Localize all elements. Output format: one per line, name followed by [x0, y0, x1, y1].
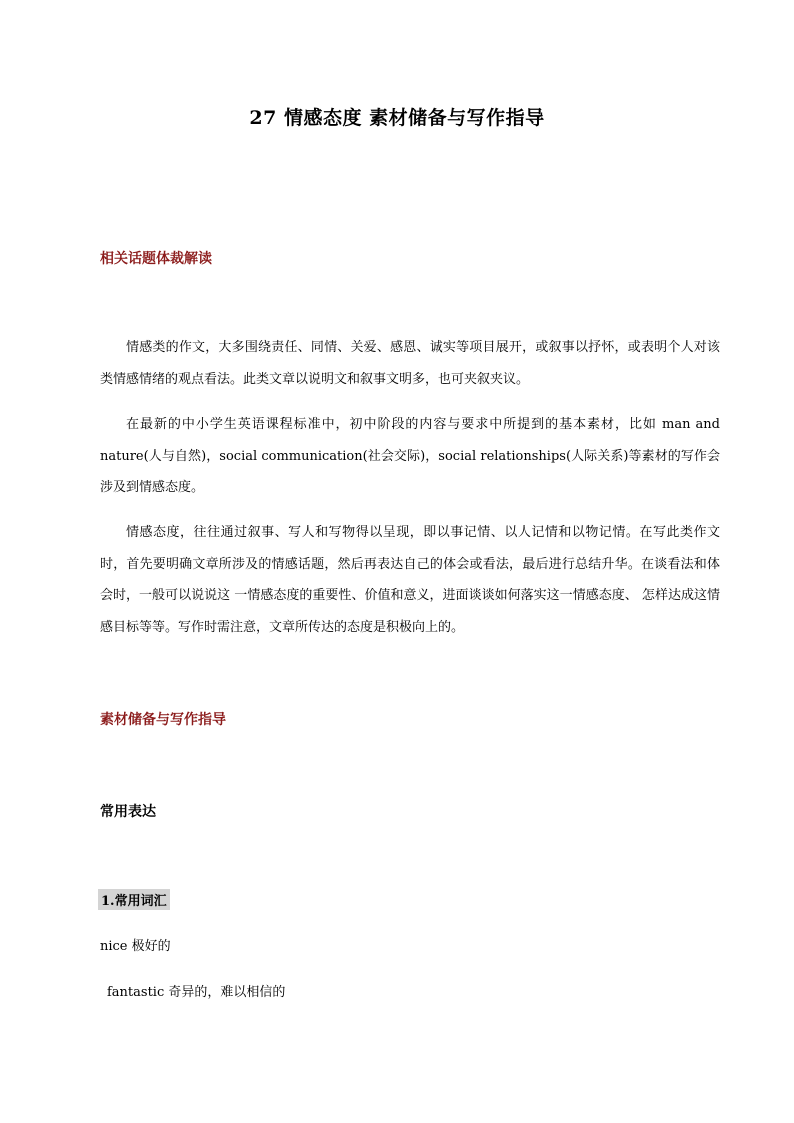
vocab-item [107, 981, 285, 1000]
paragraph-writing-approach: 情感态度，往往通过叙事、写人和写物得以呈现，即以事记情、以人记情和以物记情。在写此类作文时，首先要明确文章所涉及的情感话题，然后再表达自己的体会或看法，最后进行总结升华。在谈看法和体会时，一般可以说说这 一情感态度的重要性、价值和意义，进面谈谈如何落实这一情感态度、 怎样达成这情感目标等等。写作时需注意，文章所传达的态度是积极向上的。 [100, 525, 720, 635]
vocab-heading: 1.常用词汇 [98, 889, 170, 910]
paragraph-intro: 情感类的作文，大多围绕责任、同情、关爱、感恩、诚实等项目展开，或叙事以抒怀，或表明个人对该类情感情绪的观点看法。此类文章以说明文和叙事文明多，也可夹叙夹议。 [100, 340, 720, 387]
section-heading-materials: 素材储备与写作指导 [100, 712, 226, 728]
vocab-meaning: 奇异的，难以相信的 [168, 985, 286, 1000]
section-heading-topic-analysis: 相关话题体裁解读 [100, 251, 212, 267]
page-title: 27 情感态度 素材储备与写作指导 [249, 107, 545, 129]
paragraph-curriculum: 在最新的中小学生英语课程标准中，初中阶段的内容与要求中所提到的基本素材，比如 man and nature(人与自然)，social communication(社会交际)，social relationships(人际关系)等素材的写作会涉及到情感态度。 [100, 417, 720, 495]
subheading-common-expressions: 常用表达 [100, 804, 156, 820]
vocab-item [100, 935, 171, 954]
vocab-word: fantastic [107, 985, 165, 1000]
vocab-word: nice [100, 939, 128, 954]
vocab-meaning: 极好的 [131, 939, 171, 954]
